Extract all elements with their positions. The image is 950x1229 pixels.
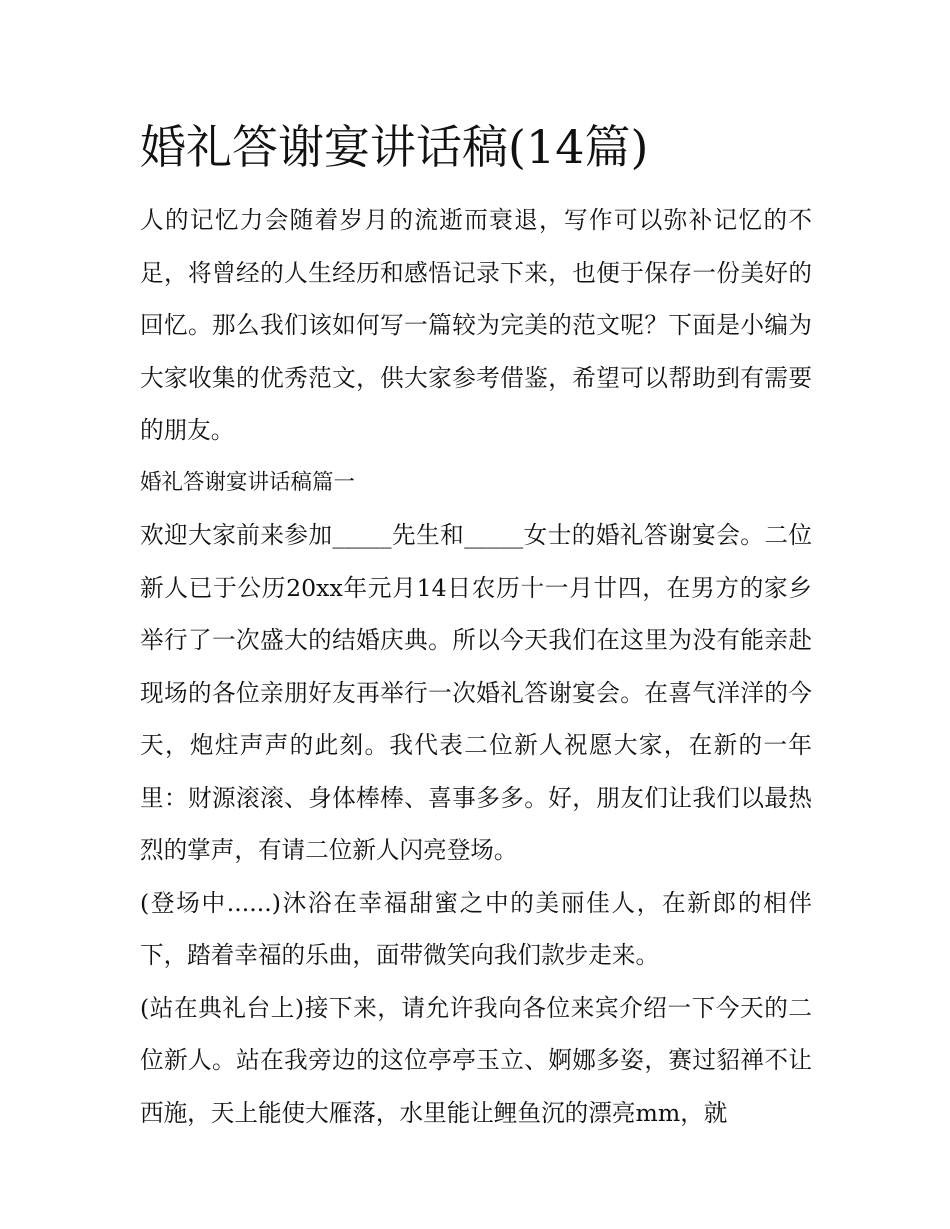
document-page (140, 112, 812, 1139)
body-paragraph: 欢迎大家前来参加_____先生和_____女士的婚礼答谢宴会。二位新人已于公历20xx年元月14日农历十一月廿四，在男方的家乡举行了一次盛大的结婚庆典。所以今天我们在这里为没有能亲赴现场的各位亲朋好友再举行一次婚礼答谢宴会。在喜气洋洋的今天，炮炷声声的此刻。我代表二位新人祝愿大家，在新的一年里：财源滚滚、身体棒棒、喜事多多。好，朋友们让我们以最热烈的掌声，有请二位新人闪亮登场。 (140, 521, 812, 864)
document-title: 婚礼答谢宴讲话稿(14篇) (140, 120, 649, 174)
section-heading: 婚礼答谢宴讲话稿篇一 (140, 469, 356, 495)
body-paragraph: (登场中......)沐浴在幸福甜蜜之中的美丽佳人，在新郎的相伴下，踏着幸福的乐曲，面带微笑向我们款步走来。 (140, 888, 812, 969)
body-paragraph: (站在典礼台上)接下来，请允许我向各位来宾介绍一下今天的二位新人。站在我旁边的这位亭亭玉立、婀娜多姿，赛过貂禅不让西施，天上能使大雁落，水里能让鲤鱼沉的漂亮mm，就 (140, 993, 812, 1127)
intro-paragraph: 人的记忆力会随着岁月的流逝而衰退，写作可以弥补记忆的不足，将曾经的人生经历和感悟记录下来，也便于保存一份美好的回忆。那么我们该如何写一篇较为完美的范文呢？下面是小编为大家收集的优秀范文，供大家参考借鉴，希望可以帮助到有需要的朋友。 (140, 206, 812, 444)
